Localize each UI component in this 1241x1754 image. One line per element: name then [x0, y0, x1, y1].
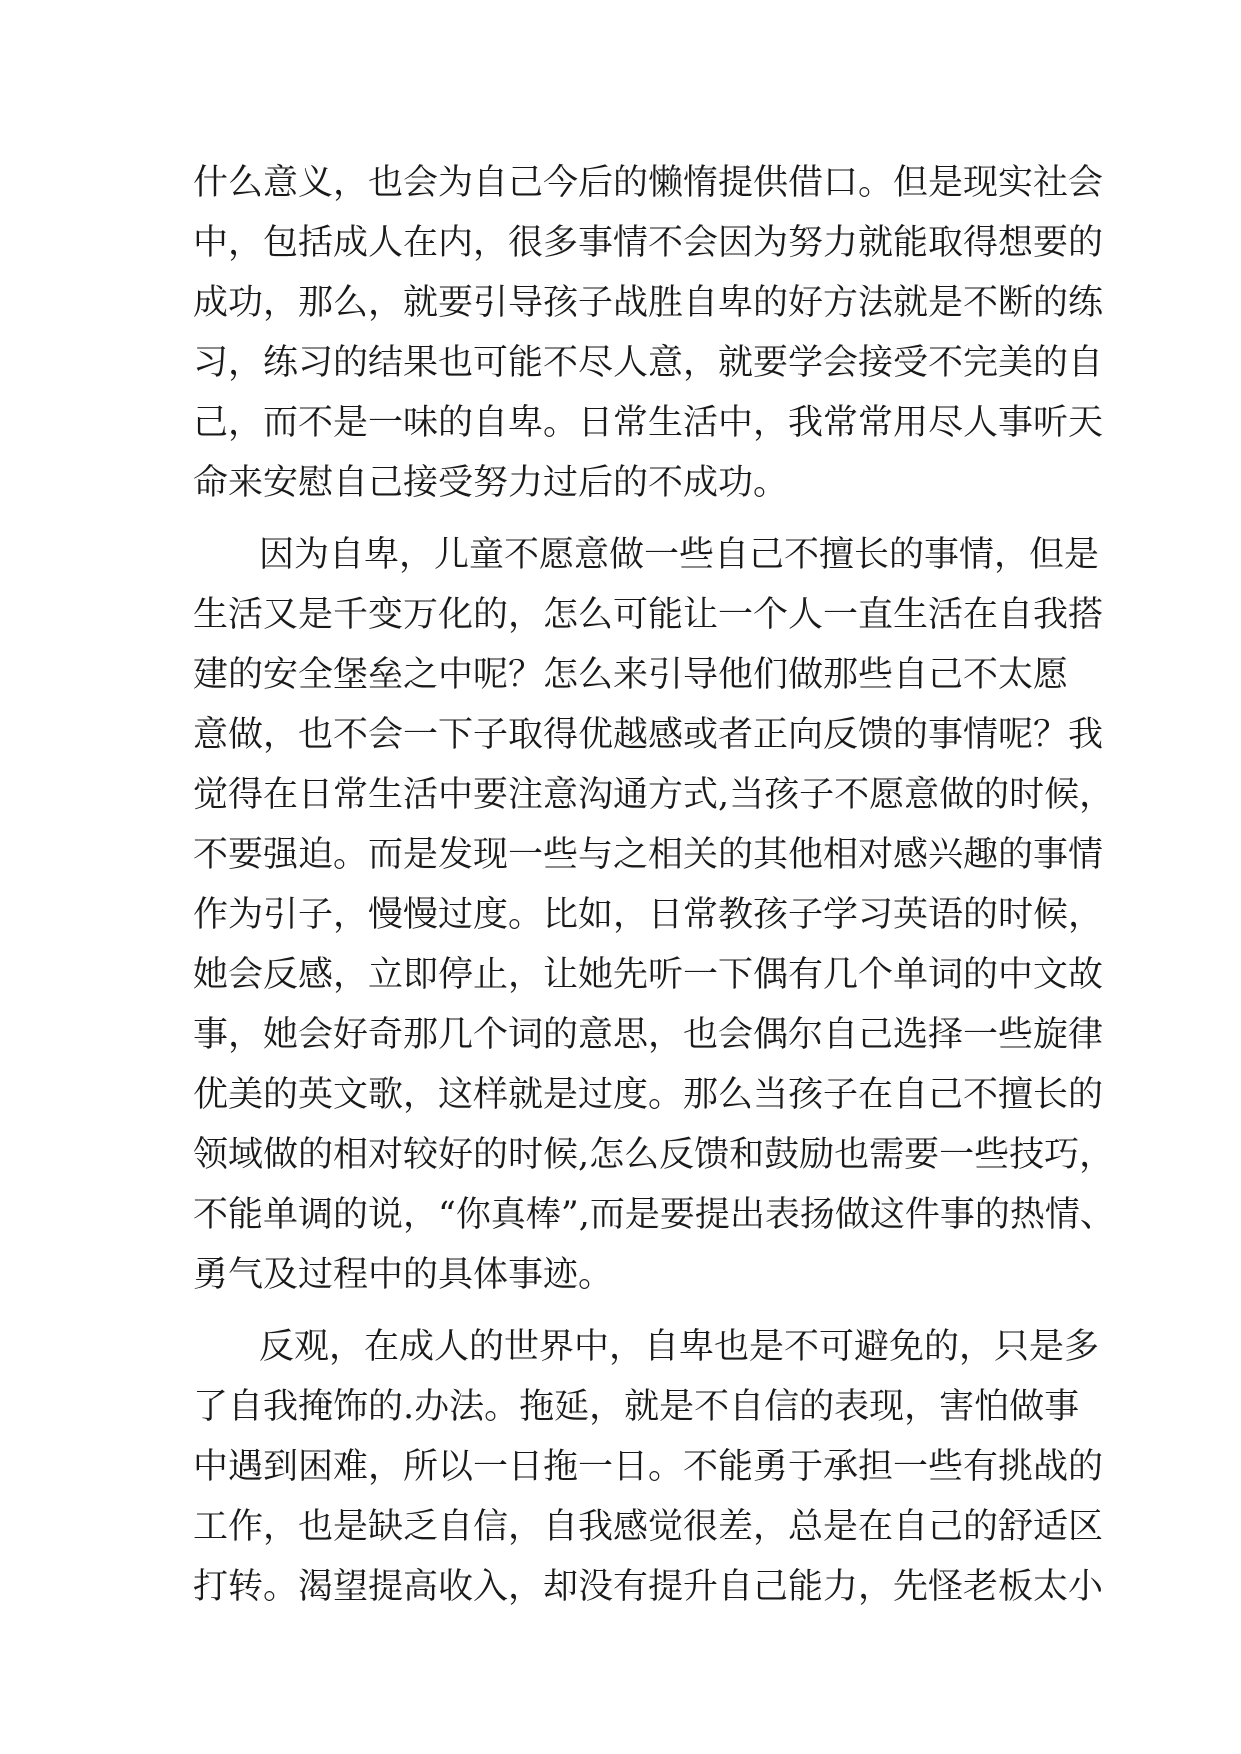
text-line: 了自我掩饰的.办法。拖延，就是不自信的表现，害怕做事 — [193, 1387, 1080, 1427]
paragraph — [193, 153, 1104, 513]
text-line: 意做，也不会一下子取得优越感或者正向反馈的事情呢？我 — [193, 715, 1104, 755]
text-line: 优美的英文歌，这样就是过度。那么当孩子在自己不擅长的 — [193, 1075, 1104, 1115]
text-line: 觉得在日常生活中要注意沟通方式,当孩子不愿意做的时候， — [193, 775, 1115, 815]
paragraph — [193, 525, 1115, 1305]
text-line: 事，她会好奇那几个词的意思，也会偶尔自己选择一些旋律 — [193, 1015, 1104, 1055]
text-line: 中遇到困难，所以一日拖一日。不能勇于承担一些有挑战的 — [193, 1447, 1104, 1487]
text-line: 不要强迫。而是发现一些与之相关的其他相对感兴趣的事情 — [193, 835, 1104, 875]
text-line: 生活又是千变万化的，怎么可能让一个人一直生活在自我搭 — [193, 595, 1104, 635]
text-line: 反观，在成人的世界中，自卑也是不可避免的，只是多 — [259, 1327, 1100, 1367]
text-line: 中，包括成人在内，很多事情不会因为努力就能取得想要的 — [193, 223, 1104, 263]
text-line: 什么意义，也会为自己今后的懒惰提供借口。但是现实社会 — [193, 163, 1104, 203]
document-body — [193, 153, 1115, 1617]
text-line: 命来安慰自己接受努力过后的不成功。 — [193, 463, 789, 503]
text-line: 习，练习的结果也可能不尽人意，就要学会接受不完美的自 — [193, 343, 1104, 383]
paragraph — [193, 1317, 1104, 1617]
text-line: 领域做的相对较好的时候,怎么反馈和鼓励也需要一些技巧， — [193, 1135, 1115, 1175]
text-line: 勇气及过程中的具体事迹。 — [193, 1255, 614, 1295]
text-line: 己，而不是一味的自卑。日常生活中，我常常用尽人事听天 — [193, 403, 1104, 443]
text-line: 打转。渴望提高收入，却没有提升自己能力，先怪老板太小 — [193, 1567, 1104, 1607]
text-line: 建的安全堡垒之中呢？怎么来引导他们做那些自己不太愿 — [193, 655, 1069, 695]
text-line: 作为引子，慢慢过度。比如，日常教孩子学习英语的时候， — [193, 895, 1104, 935]
text-line: 工作，也是缺乏自信，自我感觉很差，总是在自己的舒适区 — [193, 1507, 1104, 1547]
text-line: 她会反感，立即停止，让她先听一下偶有几个单词的中文故 — [193, 955, 1104, 995]
text-line: 因为自卑，儿童不愿意做一些自己不擅长的事情，但是 — [259, 535, 1100, 575]
text-line: 成功，那么，就要引导孩子战胜自卑的好方法就是不断的练 — [193, 283, 1104, 323]
text-line: 不能单调的说，“你真棒”,而是要提出表扬做这件事的热情、 — [193, 1195, 1115, 1235]
